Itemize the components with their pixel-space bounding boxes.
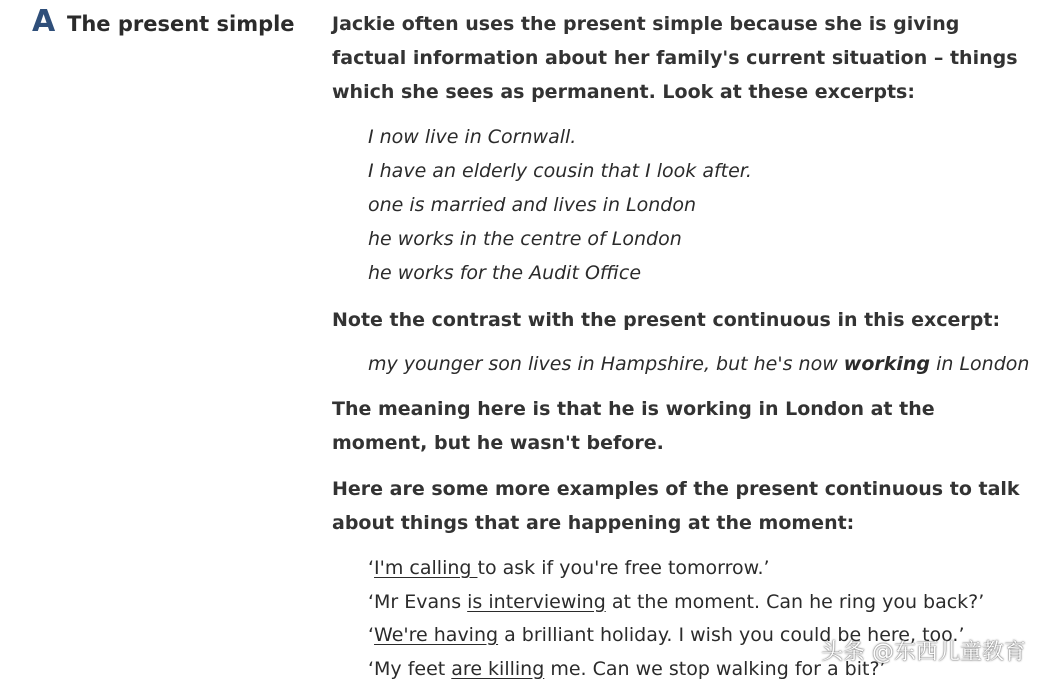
underlined-verb: is interviewing bbox=[467, 591, 606, 613]
section-body bbox=[332, 7, 1032, 686]
example-line bbox=[368, 552, 1032, 586]
quote-open: ‘Mr Evans bbox=[368, 591, 467, 613]
excerpt-line: he works in the centre of London bbox=[368, 222, 1032, 256]
underlined-verb: are killing bbox=[451, 658, 544, 680]
excerpt-line: I have an elderly cousin that I look after. bbox=[368, 154, 1032, 188]
contrast-example bbox=[332, 347, 1032, 381]
contrast-after: in London bbox=[930, 353, 1029, 375]
excerpt-line: I now live in Cornwall. bbox=[368, 120, 1032, 154]
section-letter: A bbox=[32, 4, 55, 40]
quote-open: ‘ bbox=[368, 557, 374, 579]
underlined-verb: We're having bbox=[374, 624, 498, 646]
excerpt-line: he works for the Audit Office bbox=[368, 256, 1032, 290]
contrast-before: my younger son lives in Hampshire, but he's now bbox=[368, 353, 844, 375]
quote-open: ‘My feet bbox=[368, 658, 451, 680]
contrast-intro: Note the contrast with the present continuous in this excerpt: bbox=[332, 303, 1032, 337]
watermark: 头条 @东西儿童教育 bbox=[821, 635, 1026, 666]
meaning-paragraph: The meaning here is that he is working in London at the moment, but he wasn't before. bbox=[332, 392, 1032, 460]
intro-paragraph: Jackie often uses the present simple because she is giving factual information about her family's current situation – things which she sees as permanent. Look at these excerpts: bbox=[332, 7, 1032, 109]
quote-open: ‘ bbox=[368, 624, 374, 646]
quote-rest: to ask if you're free tomorrow.’ bbox=[478, 557, 770, 579]
more-intro: Here are some more examples of the present continuous to talk about things that are happening at the moment: bbox=[332, 472, 1032, 540]
excerpt-list bbox=[332, 120, 1032, 290]
excerpt-line: one is married and lives in London bbox=[368, 188, 1032, 222]
section-title: The present simple bbox=[67, 10, 295, 38]
contrast-emphasis: working bbox=[844, 353, 930, 375]
quote-rest: at the moment. Can he ring you back?’ bbox=[606, 591, 985, 613]
example-line bbox=[368, 586, 1032, 620]
underlined-verb: I'm calling bbox=[374, 557, 477, 579]
quote-rest: me. Can we stop walking for a bit?’ bbox=[544, 658, 885, 680]
quote-rest: a brilliant holiday. I wish you could be here, too.’ bbox=[498, 624, 964, 646]
